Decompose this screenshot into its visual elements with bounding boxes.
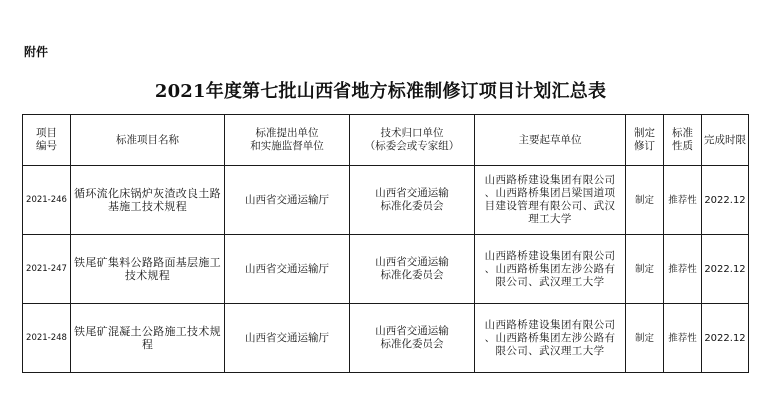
- cell-name: 铁尾矿集料公路路面基层施工技术规程: [71, 235, 225, 304]
- cell-proposer: 山西省交通运输厅: [225, 304, 350, 373]
- cell-proposer: 山西省交通运输厅: [225, 235, 350, 304]
- cell-name: 铁尾矿混凝土公路施工技术规程: [71, 304, 225, 373]
- table-row: [23, 235, 749, 304]
- cell-nature: 推荐性: [664, 235, 702, 304]
- cell-name: 循环流化床锅炉灰渣改良土路基施工技术规程: [71, 166, 225, 235]
- attachment-label: 附件: [24, 45, 49, 59]
- cell-deadline: 2022.12: [702, 304, 749, 373]
- header-proposer: 标准提出单位 和实施监督单位: [225, 115, 350, 166]
- cell-drafter: 山西路桥建设集团有限公司 、山西路桥集团吕梁国道项 目建设管理有限公司、武汉 理工大学: [475, 166, 626, 235]
- header-nature: 标准 性质: [664, 115, 702, 166]
- cell-type: 制定: [626, 235, 664, 304]
- cell-committee: 山西省交通运输 标准化委员会: [350, 235, 475, 304]
- cell-deadline: 2022.12: [702, 235, 749, 304]
- plan-table: [22, 114, 749, 373]
- table-header-row: [23, 115, 749, 166]
- cell-drafter: 山西路桥建设集团有限公司 、山西路桥集团左涉公路有 限公司、武汉理工大学: [475, 235, 626, 304]
- document-title: 2021年度第七批山西省地方标准制修订项目计划汇总表: [154, 81, 607, 102]
- cell-type: 制定: [626, 166, 664, 235]
- cell-code: 2021-248: [23, 304, 71, 373]
- header-name: 标准项目名称: [71, 115, 225, 166]
- table-row: [23, 166, 749, 235]
- cell-nature: 推荐性: [664, 166, 702, 235]
- cell-type: 制定: [626, 304, 664, 373]
- cell-committee: 山西省交通运输 标准化委员会: [350, 304, 475, 373]
- cell-code: 2021-247: [23, 235, 71, 304]
- header-deadline: 完成时限: [702, 115, 749, 166]
- header-committee: 技术归口单位 （标委会或专家组）: [350, 115, 475, 166]
- cell-code: 2021-246: [23, 166, 71, 235]
- header-type: 制定 修订: [626, 115, 664, 166]
- cell-nature: 推荐性: [664, 304, 702, 373]
- header-drafter: 主要起草单位: [475, 115, 626, 166]
- header-code: 项目 编号: [23, 115, 71, 166]
- cell-committee: 山西省交通运输 标准化委员会: [350, 166, 475, 235]
- table-row: [23, 304, 749, 373]
- cell-deadline: 2022.12: [702, 166, 749, 235]
- cell-drafter: 山西路桥建设集团有限公司 、山西路桥集团左涉公路有 限公司、武汉理工大学: [475, 304, 626, 373]
- cell-proposer: 山西省交通运输厅: [225, 166, 350, 235]
